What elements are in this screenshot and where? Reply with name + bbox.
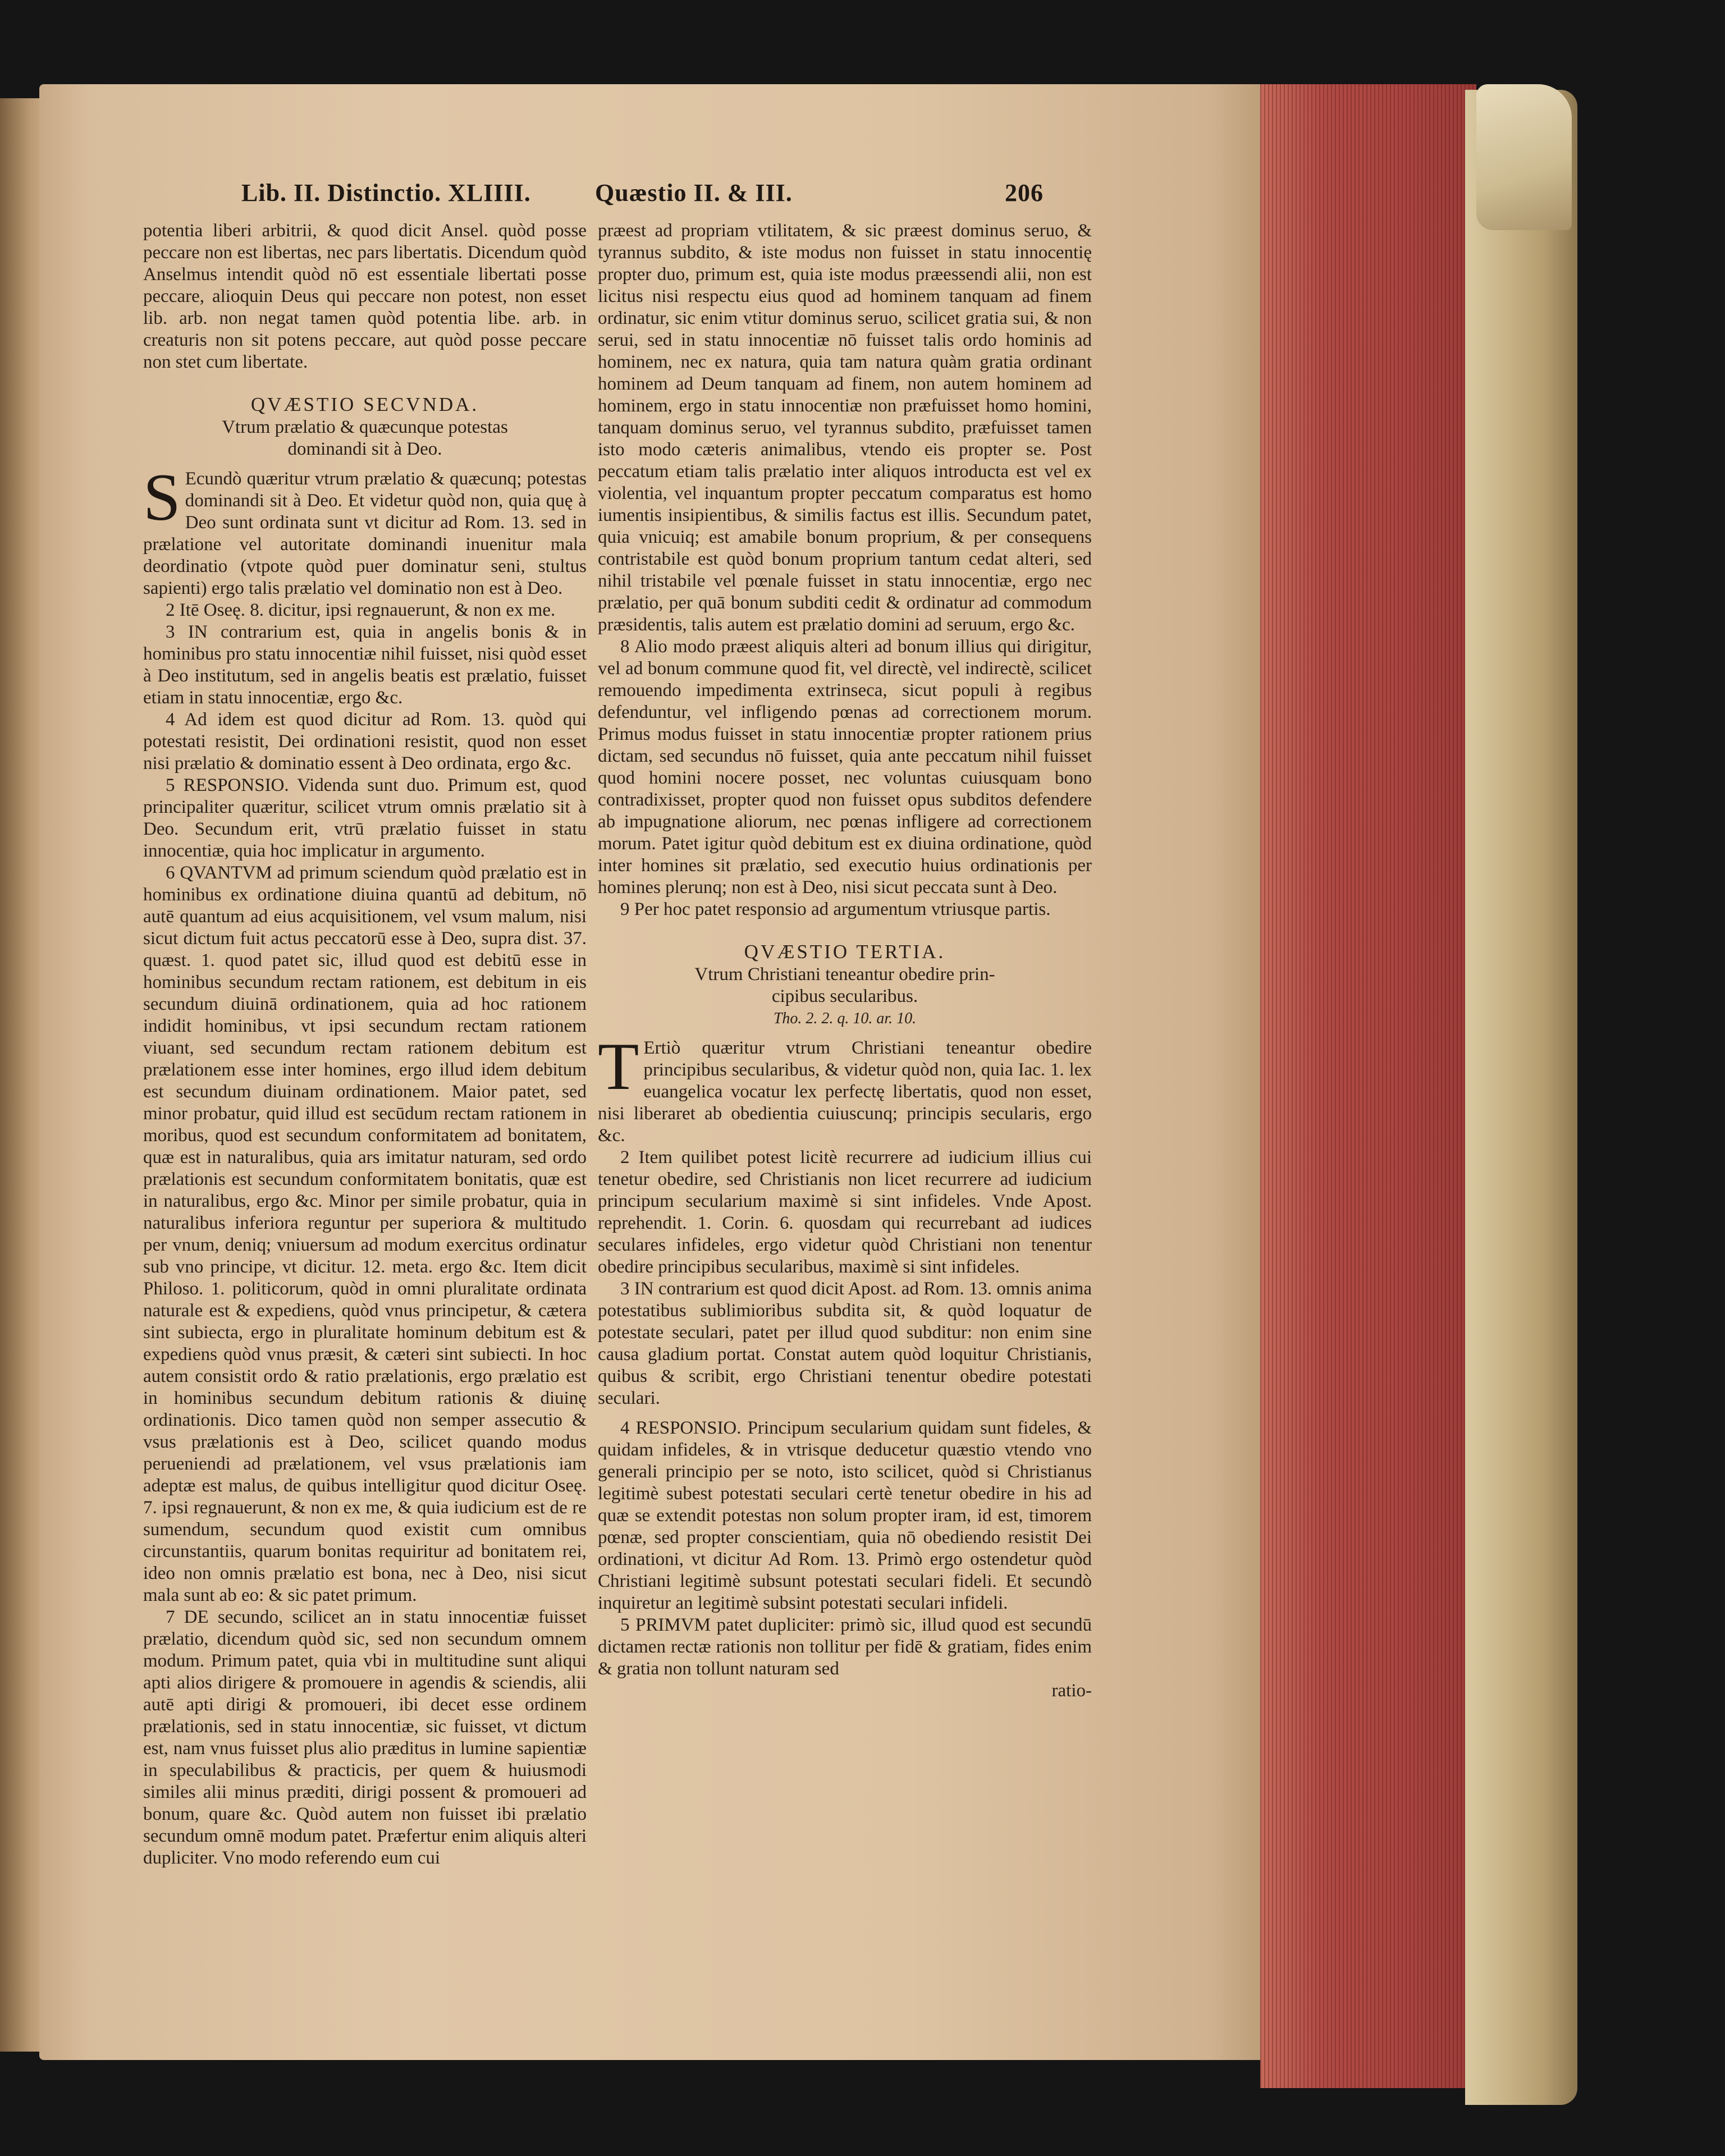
question-3-subtitle-1: Vtrum Christiani teneantur obedire prin- xyxy=(694,964,995,985)
question-3-reference: Tho. 2. 2. q. 10. ar. 10. xyxy=(773,1010,917,1027)
question-2-subtitle-2: dominandi sit à Deo. xyxy=(287,439,442,459)
q3-paragraph-4: 4 RESPONSIO. Principum secularium quidam sunt fideles, & quidam infideles, & in vtrisque deducetur quæstio vtendo vno generali principio per se noto, isto scilicet, quòd si Christianus legitimè subest potestati seculari certè tenetur obedire in his ad quæ se extendit potestas non solum propter iram, id est, timorem pœnæ, sed propter conscientiam, quia nō obediendo resistit Dei ordinationi, vt dicitur Ad Rom. 13. Primò ergo ostendetur quòd Christiani legitimè subsunt potestati seculari fideli. Et secundò inquiretur an legitimè subsint potestati seculari infideli. xyxy=(598,1418,1092,1613)
question-2-subtitle-1: Vtrum prælatio & quæcunque potestas xyxy=(222,417,508,437)
q2-paragraph-9: 9 Per hoc patet responsio ad argumentum vtriusque partis. xyxy=(620,899,1051,919)
q2-paragraph-4: 4 Ad idem est quod dicitur ad Rom. 13. quòd qui potestati resistit, Dei ordinationi resistit, quod non esset nisi prælatio & dominatio essent à Deo ordinata, ergo &c. xyxy=(143,709,587,773)
drop-cap-s: S xyxy=(143,460,181,534)
running-header-left: Lib. II. Distinctio. XLIIII. xyxy=(241,179,531,207)
question-2-title: QVÆSTIO SECVNDA. xyxy=(250,393,479,415)
running-header-right: Quæstio II. & III. xyxy=(595,179,793,207)
q3-paragraph-1: Ertiò quæritur vtrum Christiani teneantur obedire principibus secularibus, & videtur quòd non, quia Iac. 1. lex euangelica vocatur lex perfectę libertatis, quod non esset, nisi liberaret ab obedientia cuiuscunq; principis secularis, ergo &c. xyxy=(598,1038,1092,1146)
q2-paragraph-2: 2 Itē Oseę. 8. dicitur, ipsi regnauerunt, & non ex me. xyxy=(166,600,556,620)
q2-paragraph-8: 8 Alio modo præest aliquis alteri ad bonum illius qui dirigitur, vel ad bonum commune quod fit, vel directè, vel indirectè, scilicet remouendo impedimenta extrinseca, sicut populi à regibus defenduntur, vel infligendo pœnas ad correctionem morum. Primus modus fuisset in statu innocentiæ propter rationem prius dictam, sed secundus nō fuisset, quia ante peccatum nihil fuisset quod homini nocere posset, nec voluntas cuiusquam bono contradixisset, propter quod non fuisset opus subditos defendere ab impugnatione aliorum, nec pœnas infligere ad correctionem morum. Patet igitur quòd debitum est ex diuina ordinatione, quòd inter homines sit prælatio, sed executio huius ordinationis per homines plerunq; non est à Deo, nisi sicut peccata sunt à Deo. xyxy=(598,637,1092,898)
right-intro: præest ad propriam vtilitatem, & sic præest dominus seruo, & tyrannus subdito, & iste modus non fuisset in statu innocentię propter duo, primum est, quia iste modus præessendi alii, non est licitus nisi respectu eius quod ad hominem tanquam ad finem ordinatur, sic enim vtitur dominus seruo, scilicet gratia sui, & non serui, sed in statu innocentiæ nō fuisset talis ordo hominis ad hominem, nec ex natura, quia tam natura quàm gratia ordinant hominem ad Deum tanquam ad finem, non autem hominem ad hominem, ergo in statu innocentiæ non præfuisset homo homini, tanquam dominus seruo, vel tyrannus subdito, præfuisset tamen isto modo cæteris animalibus, vtendo eis propter se. Post peccatum etiam talis prælatio inter aliquos introducta est vel ex violentia, vel inquantum propter peccatum comparatus est homo iumentis insipientibus, & similis factus est illis. Secundum patet, quia vnicuiq; est amabile bonum proprium, & per consequens contristabile est quòd bonum proprium tantum cedat alteri, sed nihil tristabile vel pœnale fuisset in statu innocentiæ, ergo nec prælatio, per quā bonum subditi cedit & ordinatur ad commodum præsidentis, talis autem est prælatio domini ad seruum, ergo &c. xyxy=(598,221,1092,635)
left-column xyxy=(143,220,587,1869)
left-intro: potentia liberi arbitrii, & quod dicit Ansel. quòd posse peccare non est libertas, nec pars libertatis. Dicendum quòd Anselmus intendit quòd nō est essentiale libertati posse peccare, alioquin Deus qui peccare non potest, non esset lib. arb. non negat tamen quòd potentia libe. arb. in creaturis non sit potens peccare, aut quòd posse peccare non stet cum libertate. xyxy=(143,221,587,372)
question-3-subtitle-2: cipibus secularibus. xyxy=(771,986,918,1006)
page-number: 206 xyxy=(1005,179,1044,207)
q3-paragraph-5: 5 PRIMVM patet dupliciter: primò sic, illud quod est secundū dictamen rectæ rationis non tollitur per fidē & gratiam, fides enim & gratia non tollunt naturam sed xyxy=(598,1615,1092,1679)
q2-paragraph-7: 7 DE secundo, scilicet an in statu innocentiæ fuisset prælatio, dicendum quòd sic, sed non secundum omnem modum. Primum patet, quia vbi in multitudine sunt aliqui apti alios dirigere & promouere in agendis & sciendis, alii autē apti dirigi & promoueri, ibi decet esse ordinem prælationis, sed in statu innocentiæ, sic fuisset, vt dictum est, nam vnus fuisset plus alio præditus in lumine sapientiæ in speculabilibus & practicis, per quem & huiusmodi similes alii minus præditi, dirigi possent & promoueri ad bonum, quare &c. Quòd autem non fuisset ibi prælatio secundum omnē modum patet. Præfertur enim aliquis alteri dupliciter. Vno modo referendo eum cui xyxy=(143,1607,587,1868)
question-3-title: QVÆSTIO TERTIA. xyxy=(744,941,946,963)
q2-paragraph-6: 6 QVANTVM ad primum sciendum quòd prælatio est in hominibus ex ordinatione diuina quantū ad debitum, nō autē quantum ad eius acquisitionem, vel vsum malum, nisi sicut dictum fuit actus peccatorū esse à Deo, supra dist. 37. quæst. 1. quod patet sic, illud quod est debitū esse in hominibus secundum rectam rationem, est debitum in eis secundum diuinā ordinationem, quia ad hoc rationem indidit hominibus, vt ipsi secundum rectam rationem viuant, sed secundum rectam rationem debitum est prælationem esse inter homines, ergo illud idem debitum est secundum diuinam ordinationem. Maior patet, sed minor probatur, quid illud est secūdum rectam rationem in moribus, quod est secundum conformitatem ad bonitatem, quæ est in naturalibus, quia ars imitatur naturam, sed ordo prælationis est secundum conformitatem bonitatis, quæ est in naturalibus, ergo &c. Minor per simile probatur, quia in naturalibus inferiora reguntur per superiora & multitudo per vnum, deniq; vniuersum ad modum exercitus ordinatur sub vno principe, vt dicitur. 12. meta. ergo &c. Item dicit Philoso. 1. politicorum, quòd in omni pluralitate ordinata naturale est & expediens, quòd vnus principetur, & cætera sint subiecta, ergo in pluralitate hominum debitum est & expediens quòd vnus præsit, & cæteri sint subiecti. In hoc autem consistit ordo & ratio prælationis, ergo prælatio est in hominibus secundum debitum rationis & diuinę ordinationis. Dico tamen quòd non semper assecutio & vsus prælationis est à Deo, scilicet quando modus perueniendi ad prælationem, vel vsus prælationis iam adeptæ est malus, de quibus intelligitur quod dicitur Oseę. 7. ipsi regnauerunt, & non ex me, & quia iudicium est de re sumendum, secundum quod existit cum omnibus circunstantiis, quarum bonitas requiritur ad bonitatem rei, ideo non omnis prælatio est bona, nec à Deo, nisi sicut mala sunt ab eo: & sic patet primum. xyxy=(143,863,587,1605)
q2-paragraph-3: 3 IN contrarium est, quia in angelis bonis & in hominibus pro statu innocentiæ nihil fuisset, nisi quòd esset à Deo institutum, sed in angelis beatis est prælatio, fuisset etiam in statu innocentiæ, ergo &c. xyxy=(143,622,587,708)
cover-corner xyxy=(1476,84,1572,230)
right-column xyxy=(598,220,1092,1702)
red-page-edges xyxy=(1260,84,1476,2088)
q3-paragraph-3: 3 IN contrarium est quod dicit Apost. ad Rom. 13. omnis anima potestatibus sublimioribus subdita sit, & quòd loquatur de potestate seculari, patet per illud quod subditur: non enim sine causa gladium portat. Constat autem quòd loquitur Christianis, quibus & scribit, ergo Christiani tenentur obedire potestati seculari. xyxy=(598,1279,1092,1408)
q2-paragraph-5: 5 RESPONSIO. Videnda sunt duo. Primum est, quod principaliter quæritur, scilicet vtrum omnis prælatio sit à Deo. Secundum erit, vtrū prælatio fuisset in statu innocentiæ, quia hoc implicatur in argumento. xyxy=(143,775,587,861)
q2-paragraph-1: Ecundò quæritur vtrum prælatio & quæcunq; potestas dominandi sit à Deo. Et videtur quòd non, quia quę à Deo sunt ordinata sunt vt dicitur ad Rom. 13. sed in prælatione vel autoritate dominandi inuenitur mala deordinatio (vtpote quòd puer dominatur seni, stultus sapienti) ergo talis prælatio vel dominatio non est à Deo. xyxy=(143,469,587,598)
catchword: ratio- xyxy=(1051,1681,1092,1701)
q3-paragraph-2: 2 Item quilibet potest licitè recurrere ad iudicium illius cui tenetur obedire, sed Christianis non licet recurrere ad iudicium principum secularium maximè si sint infideles. Vnde Apost. reprehendit. 1. Corin. 6. quosdam qui recurrebant ad iudices seculares infideles, ergo videtur quòd Christiani non tenentur obedire principibus secularibus, maximè si sint infideles. xyxy=(598,1147,1092,1277)
drop-cap-t: T xyxy=(598,1029,639,1104)
vellum-cover xyxy=(1465,90,1577,2105)
